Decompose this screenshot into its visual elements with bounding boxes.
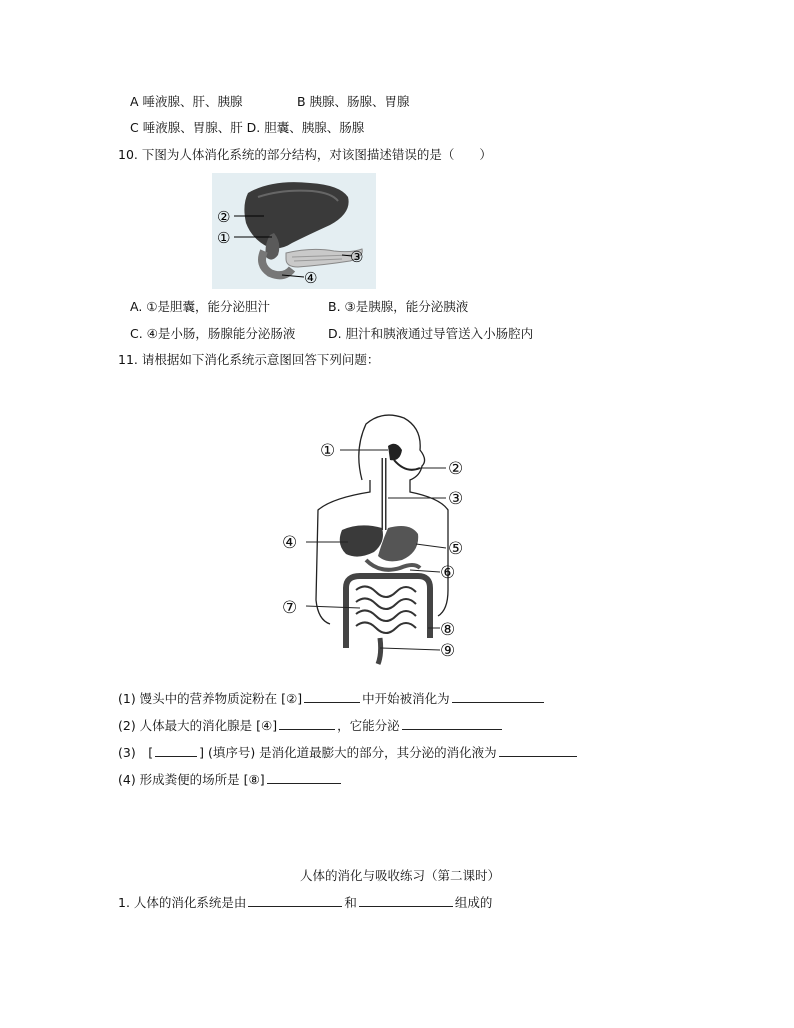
q11-s2-text-b: ，它能分泌	[337, 718, 400, 733]
q11-subquestion-1	[118, 689, 546, 708]
q11-s4-text-a: (4) 形成粪便的场所是 [⑧]	[118, 772, 265, 787]
q10-label-1: ①	[217, 229, 231, 247]
q10-option-b: B. ③是胰腺，能分泌胰液	[328, 299, 469, 314]
q9-option-b: B 胰腺、肠腺、胃腺	[297, 94, 410, 109]
q11-s3-text-b: ] (填序号) 是消化道最膨大的部分，其分泌的消化液为	[199, 745, 497, 760]
q11-s3-text-a: (3) [	[118, 745, 154, 760]
q10-label-3: ③	[350, 248, 364, 266]
q11-stem: 11. 请根据如下消化系统示意图回答下列问题：	[118, 352, 380, 367]
answer-blank[interactable]	[359, 893, 453, 907]
answer-blank[interactable]	[155, 743, 197, 757]
digestive-system-illustration	[270, 410, 480, 668]
liver-pancreas-illustration	[212, 173, 376, 289]
q11-subquestion-2	[118, 716, 504, 735]
s2-q1-text-c: 组成的	[454, 895, 493, 910]
q11-label-9: ⑨	[440, 641, 456, 661]
answer-blank[interactable]	[452, 689, 544, 703]
section2-question-1	[118, 893, 492, 912]
q11-label-1: ①	[320, 441, 336, 461]
q11-label-8: ⑧	[440, 620, 456, 640]
q11-label-7: ⑦	[282, 598, 298, 618]
q10-option-d: D. 胆汁和胰液通过导管送入小肠腔内	[328, 326, 534, 341]
q11-s1-text-b: 中开始被消化为	[362, 691, 450, 706]
q9-option-a: A 唾液腺、肝、胰腺	[130, 94, 243, 109]
answer-blank[interactable]	[304, 689, 360, 703]
answer-blank[interactable]	[279, 716, 335, 730]
answer-blank[interactable]	[267, 770, 341, 784]
q9-option-cd: C 唾液腺、胃腺、肝 D. 胆囊、胰腺、肠腺	[130, 120, 365, 135]
q11-subquestion-3	[118, 743, 579, 762]
answer-blank[interactable]	[402, 716, 502, 730]
section-title: 人体的消化与吸收练习（第二课时）	[300, 868, 501, 883]
q11-s2-text-a: (2) 人体最大的消化腺是 [④]	[118, 718, 278, 733]
s2-q1-text-a: 1. 人体的消化系统是由	[118, 895, 247, 910]
q10-label-4: ④	[304, 269, 318, 287]
q10-stem: 10. 下图为人体消化系统的部分结构，对该图描述错误的是（ ）	[118, 147, 492, 162]
q11-label-6: ⑥	[440, 563, 456, 583]
q10-option-a: A. ①是胆囊，能分泌胆汁	[130, 299, 270, 314]
q10-option-c: C. ④是小肠，肠腺能分泌肠液	[130, 326, 296, 341]
q11-label-4: ④	[282, 533, 298, 553]
q11-label-2: ②	[448, 459, 464, 479]
q11-subquestion-4	[118, 770, 343, 789]
q11-digestive-system-figure	[270, 410, 480, 668]
q11-s1-text-a: (1) 馒头中的营养物质淀粉在 [②]	[118, 691, 303, 706]
q10-organ-figure	[212, 173, 376, 289]
s2-q1-text-b: 和	[344, 895, 357, 910]
answer-blank[interactable]	[248, 893, 342, 907]
q10-label-2: ②	[217, 208, 231, 226]
q11-label-5: ⑤	[448, 539, 464, 559]
answer-blank[interactable]	[499, 743, 577, 757]
q11-label-3: ③	[448, 489, 464, 509]
